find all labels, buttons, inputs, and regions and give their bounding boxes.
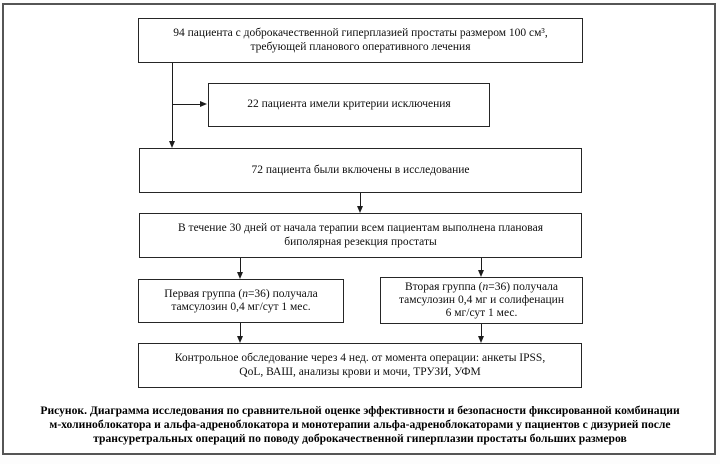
flow-box-surgery — [139, 213, 582, 258]
connector-surgery-to-group2-line — [481, 258, 482, 270]
excluded-line1: 22 пациента имели критерии исключения — [247, 98, 451, 111]
initial-line1: 94 пациента с доброкачественной гиперплазией простаты размером 100 см³, — [173, 27, 548, 39]
group1-line1 — [145, 288, 337, 302]
group2-line1 — [387, 281, 576, 294]
connector-initial-to-included-line — [172, 63, 173, 141]
flow-box-group2 — [380, 277, 583, 324]
arrowhead-down-into-included — [169, 141, 175, 148]
arrowhead-down-into-followup-left — [237, 336, 243, 343]
group2-n-italic: n — [482, 281, 489, 293]
connector-group2-to-followup-line — [481, 324, 482, 336]
connector-included-to-surgery-line — [360, 193, 361, 206]
initial-line2: требующей планового оперативного лечения — [250, 40, 471, 53]
followup-line1: Контрольное обследование через 4 нед. от момента операции: анкеты IPSS, — [174, 352, 546, 364]
group1-line2: тамсулозин 0,4 мг/сут 1 мес. — [171, 301, 311, 313]
caption-line1: Рисунок. Диаграмма исследования по сравнительной оценке эффективности и безопасности фиксированной комбинации — [40, 404, 680, 417]
connector-surgery-to-group1-line — [240, 258, 241, 272]
included-line1: 72 пациента были включены в исследование — [251, 163, 470, 176]
flow-box-group1 — [138, 279, 344, 323]
connector-branch-to-excluded-line — [172, 104, 200, 105]
figure-caption — [10, 404, 710, 446]
connector-group1-to-followup-line — [240, 323, 241, 336]
surgery-line2: биполярная резекция простаты — [284, 235, 437, 248]
arrowhead-down-into-group1 — [237, 272, 243, 279]
group1-n-italic: n — [242, 287, 248, 300]
group1-line1-post: =36) получала — [247, 287, 318, 300]
flow-box-included — [139, 148, 582, 193]
group2-line3: 6 мг/сут 1 мес. — [445, 307, 518, 319]
arrowhead-down-into-surgery — [357, 206, 363, 213]
arrowhead-right-into-excluded — [200, 101, 207, 107]
arrowhead-down-into-followup-right — [478, 336, 484, 343]
arrowhead-down-into-group2 — [478, 270, 484, 277]
flow-box-excluded — [208, 83, 490, 127]
group2-line1-pre: Вторая группа ( — [404, 281, 483, 293]
surgery-line1: В течение 30 дней от начала терапии всем пациентам выполнена плановая — [178, 222, 543, 234]
flow-box-followup — [138, 343, 582, 388]
group2-line1-post: =36) получала — [488, 281, 558, 293]
group2-line2: тамсулозин 0,4 мг и солифенацин — [399, 294, 564, 306]
followup-line2: QoL, ВАШ, анализы крови и мочи, ТРУЗИ, УФМ — [239, 365, 481, 378]
caption-line3: трансуретральных операций по поводу доброкачественной гиперплазии простаты больших размеров — [93, 432, 627, 445]
caption-line2: м-холиноблокатора и альфа-адреноблокатора и монотерапии альфа-адреноблокаторами у пациентов с дизурией после — [49, 418, 671, 431]
group1-line1-pre: Первая группа ( — [164, 287, 243, 300]
flow-box-initial-cohort — [138, 18, 583, 63]
